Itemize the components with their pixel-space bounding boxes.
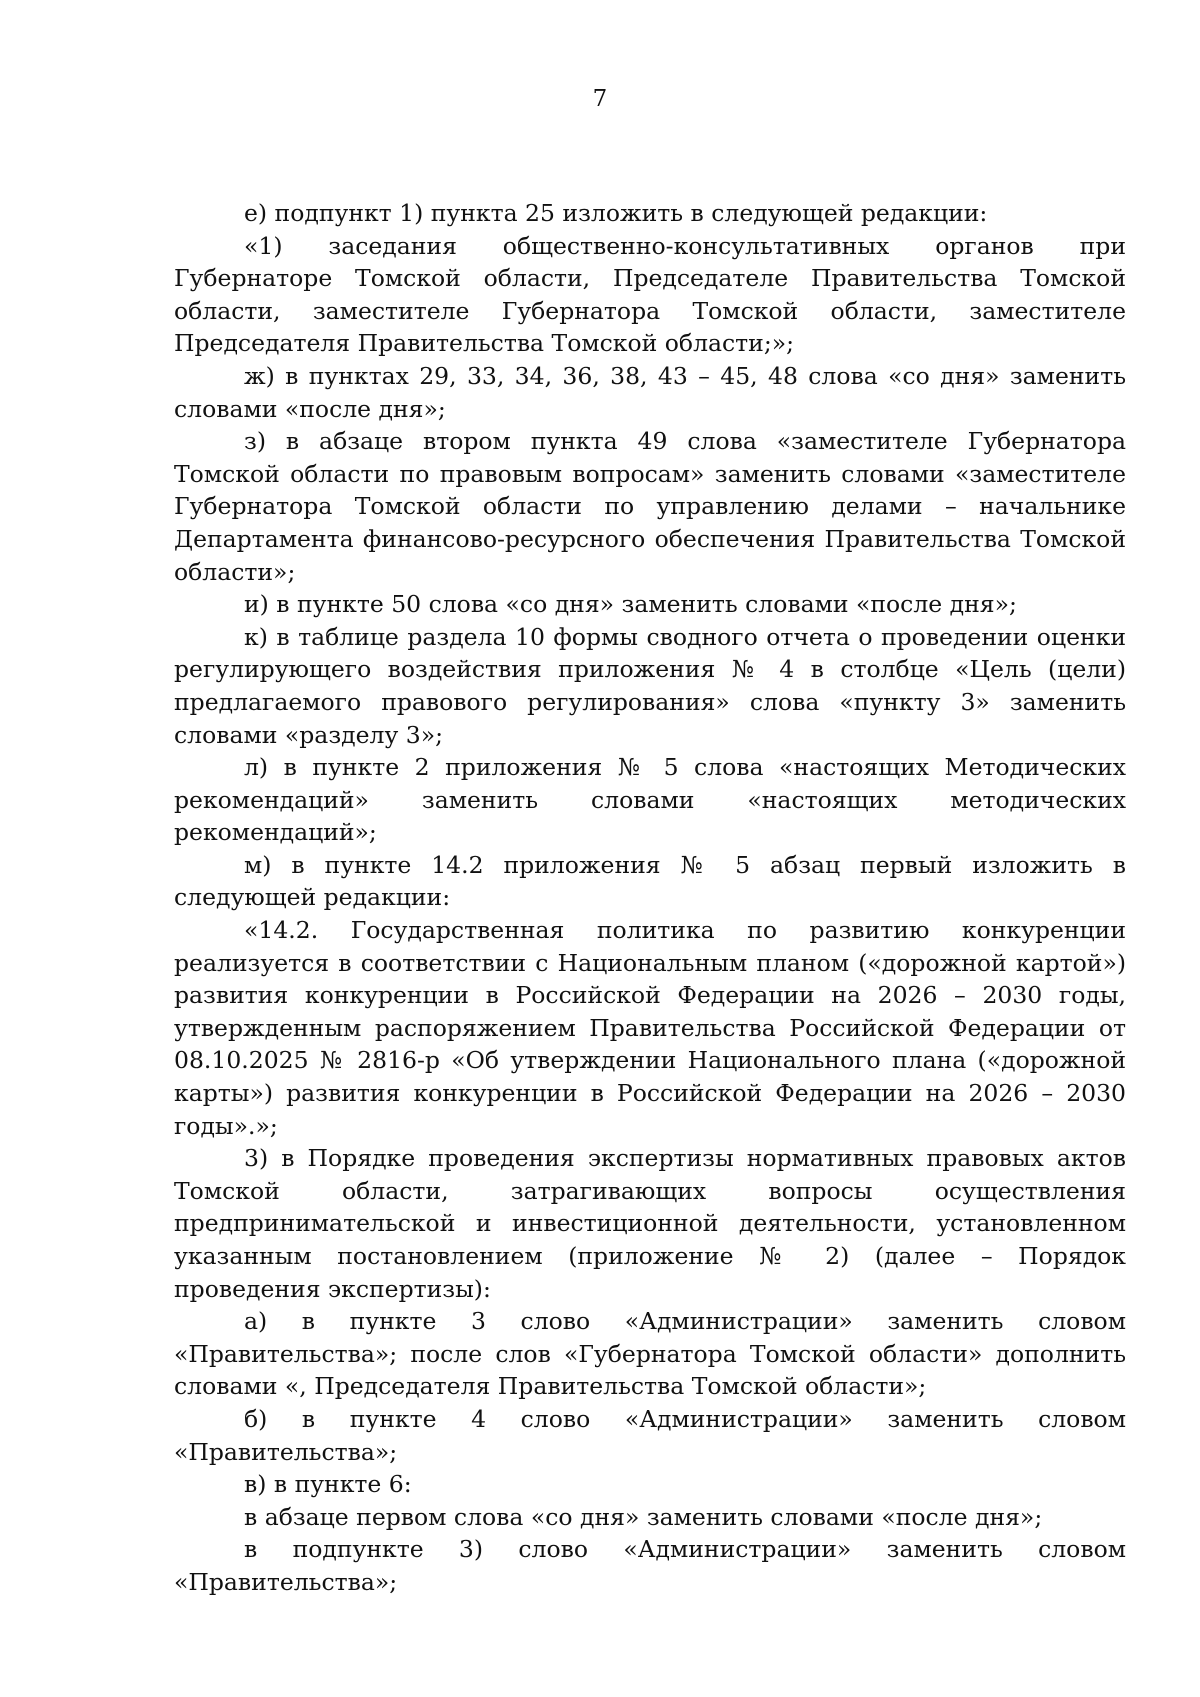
paragraph-v-podpunkt: в подпункте 3) слово «Администрации» заменить словом «Правительства»; xyxy=(174,1535,1126,1596)
paragraph-i: и) в пункте 50 слова «со дня» заменить словами «после дня»; xyxy=(244,590,1017,619)
paragraph-3: 3) в Порядке проведения экспертизы нормативных правовых актов Томской области, затрагивающих вопросы осуществления предпринимательской и инвестиционной деятельности, установленном указанным постановлением (приложение № 2) (далее – Порядок проведения экспертизы): xyxy=(174,1144,1126,1303)
paragraph-m: м) в пункте 14.2 приложения № 5 абзац первый изложить в следующей редакции: xyxy=(174,850,1126,912)
paragraph-zh: ж) в пунктах 29, 33, 34, 36, 38, 43 – 45, 48 слова «со дня» заменить словами «после дня»; xyxy=(174,361,1126,423)
paragraph-quote-14-2: «14.2. Государственная политика по развитию конкуренции реализуется в соответствии с Национальным планом («дорожной картой») развития конкуренции в Российской Федерации на 2026 – 2030 годы, утвержденным распоряжением Правительства Российской Федерации от 08.10.2025 № 2816-р «Об утверждении Национального плана («дорожной карты») развития конкуренции в Российской Федерации на 2026 – 2030 годы».»; xyxy=(174,916,1126,1140)
page-number: 7 xyxy=(592,86,608,112)
document-body xyxy=(174,197,1126,1599)
paragraph-k: к) в таблице раздела 10 формы сводного отчета о проведении оценки регулирующего воздействия приложения № 4 в столбце «Цель (цели) предлагаемого правового регулирования» слова «пункту 3» заменить словами «разделу 3»; xyxy=(174,622,1126,749)
paragraph-z: з) в абзаце втором пункта 49 слова «заместителе Губернатора Томской области по правовым вопросам» заменить словами «заместителе Губернатора Томской области по управлению делами – начальнике Департамента финансово-ресурсного обеспечения Правительства Томской области»; xyxy=(174,427,1126,586)
paragraph-b: б) в пункте 4 слово «Администрации» заменить словом «Правительства»; xyxy=(174,1404,1126,1466)
paragraph-v: в) в пункте 6: xyxy=(244,1470,412,1499)
paragraph-quote-1: «1) заседания общественно-консультативных органов при Губернаторе Томской области, Председателе Правительства Томской области, заместителе Губернатора Томской области, заместителе Председателя Правительства Томской области;»; xyxy=(174,231,1126,358)
paragraph-a: а) в пункте 3 слово «Администрации» заменить словом «Правительства»; после слов «Губернатора Томской области» дополнить словами «, Председателя Правительства Томской области»; xyxy=(174,1307,1126,1401)
paragraph-e: е) подпункт 1) пункта 25 изложить в следующей редакции: xyxy=(244,199,988,227)
paragraph-v-abzac: в абзаце первом слова «со дня» заменить словами «после дня»; xyxy=(244,1502,1043,1531)
paragraph-l: л) в пункте 2 приложения № 5 слова «настоящих Методических рекомендаций» заменить словами «настоящих методических рекомендаций»; xyxy=(174,753,1126,847)
